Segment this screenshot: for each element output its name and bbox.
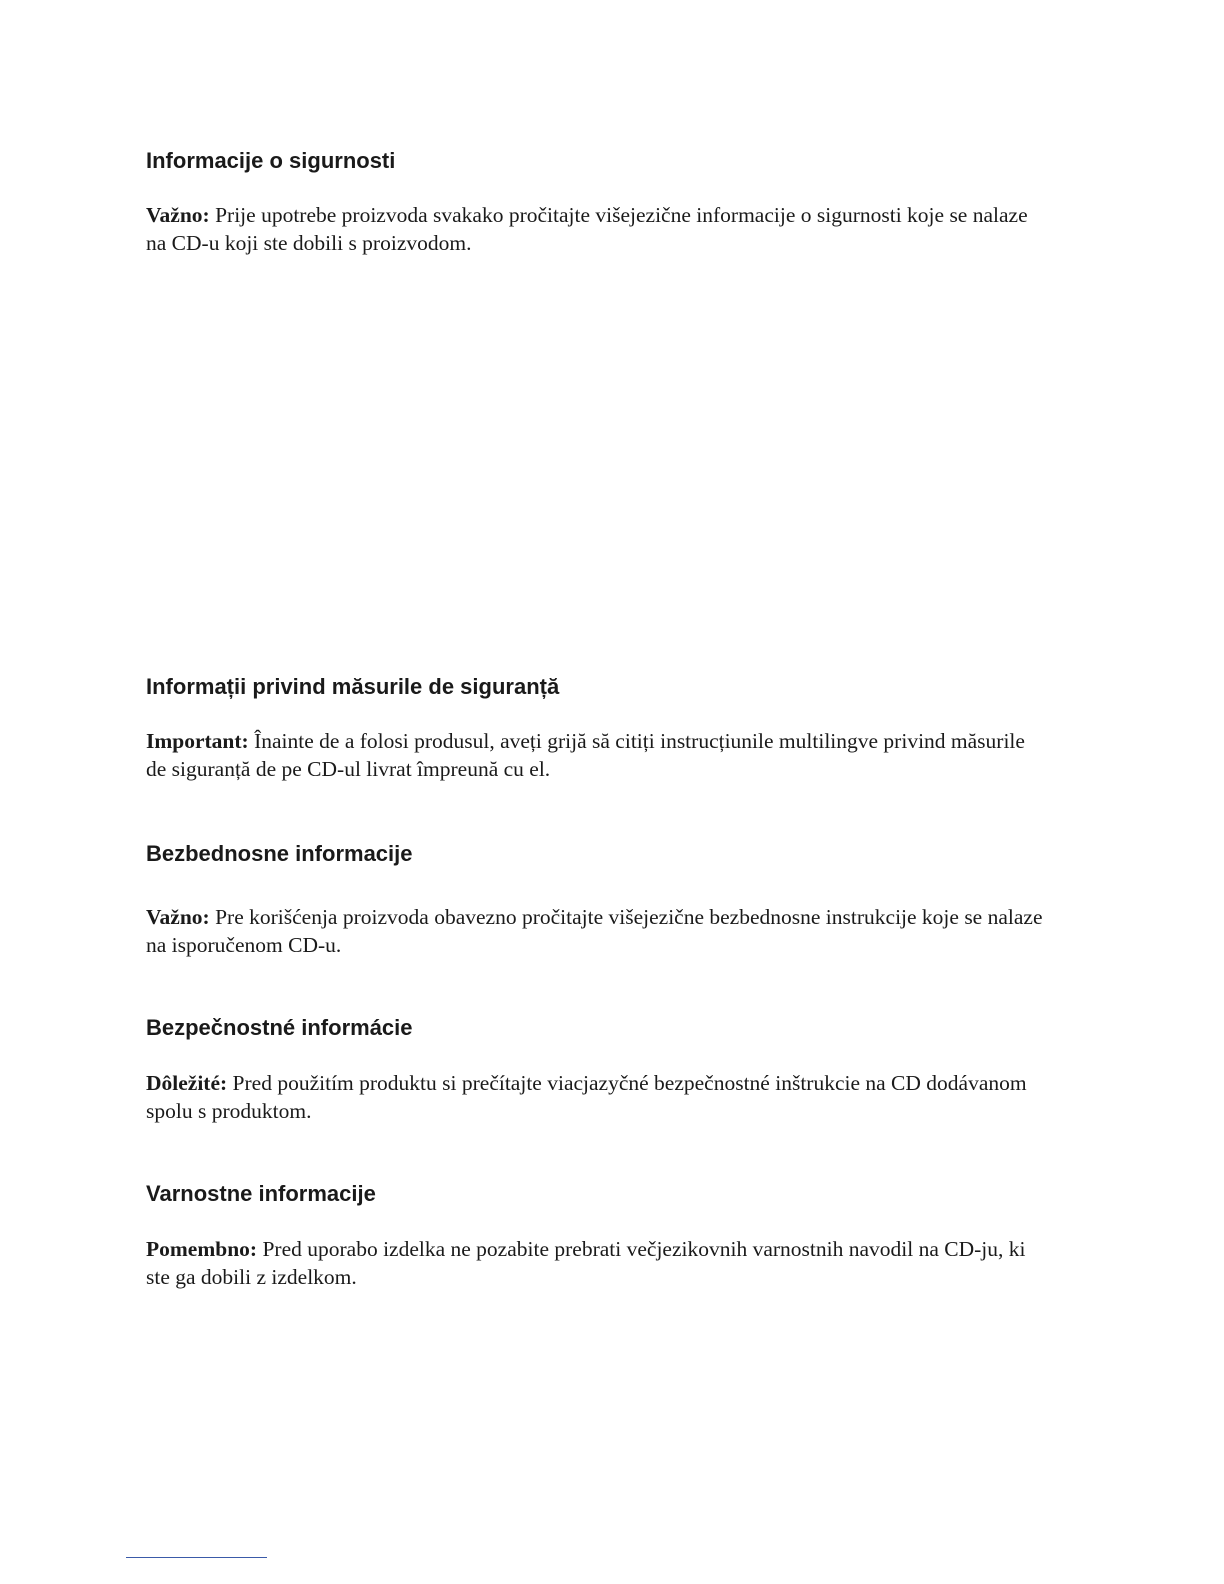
notice-text: Înainte de a folosi produsul, aveți grijă să citiți instrucțiunile multilingve privind măsurile de siguranță de pe CD-ul livrat împreună cu el. bbox=[146, 729, 1025, 781]
section-body bbox=[146, 903, 1046, 959]
section-heading: Bezbednosne informacije bbox=[146, 841, 413, 866]
section-serbian bbox=[146, 841, 1046, 957]
section-slovenian bbox=[146, 1181, 1046, 1289]
section-croatian bbox=[146, 148, 1046, 255]
section-heading: Varnostne informacije bbox=[146, 1181, 376, 1206]
important-label: Dôležité: bbox=[146, 1071, 228, 1095]
section-heading: Informații privind măsurile de siguranță bbox=[146, 674, 560, 699]
section-body bbox=[146, 1069, 1046, 1125]
important-label: Pomembno: bbox=[146, 1237, 258, 1261]
section-heading: Informacije o sigurnosti bbox=[146, 148, 396, 173]
notice-text: Pred použitím produktu si prečítajte viacjazyčné bezpečnostné inštrukcie na CD dodávanom spolu s produktom. bbox=[146, 1071, 1027, 1123]
section-heading: Bezpečnostné informácie bbox=[146, 1015, 413, 1040]
section-body bbox=[146, 1235, 1046, 1291]
notice-text: Pre korišćenja proizvoda obavezno pročitajte višejezične bezbednosne instrukcije koje se nalaze na isporučenom CD-u. bbox=[146, 905, 1043, 957]
section-slovak bbox=[146, 1015, 1046, 1123]
important-label: Važno: bbox=[146, 905, 210, 929]
important-label: Važno: bbox=[146, 203, 210, 227]
notice-text: Prije upotrebe proizvoda svakako pročitajte višejezične informacije o sigurnosti koje se nalaze na CD-u koji ste dobili s proizvodom. bbox=[146, 203, 1028, 255]
section-body bbox=[146, 201, 1046, 257]
notice-text: Pred uporabo izdelka ne pozabite prebrati večjezikovnih varnostnih navodil na CD-ju, ki ste ga dobili z izdelkom. bbox=[146, 1237, 1026, 1289]
section-romanian bbox=[146, 674, 1046, 781]
footer-divider bbox=[126, 1557, 267, 1558]
important-label: Important: bbox=[146, 729, 249, 753]
section-body bbox=[146, 727, 1046, 783]
